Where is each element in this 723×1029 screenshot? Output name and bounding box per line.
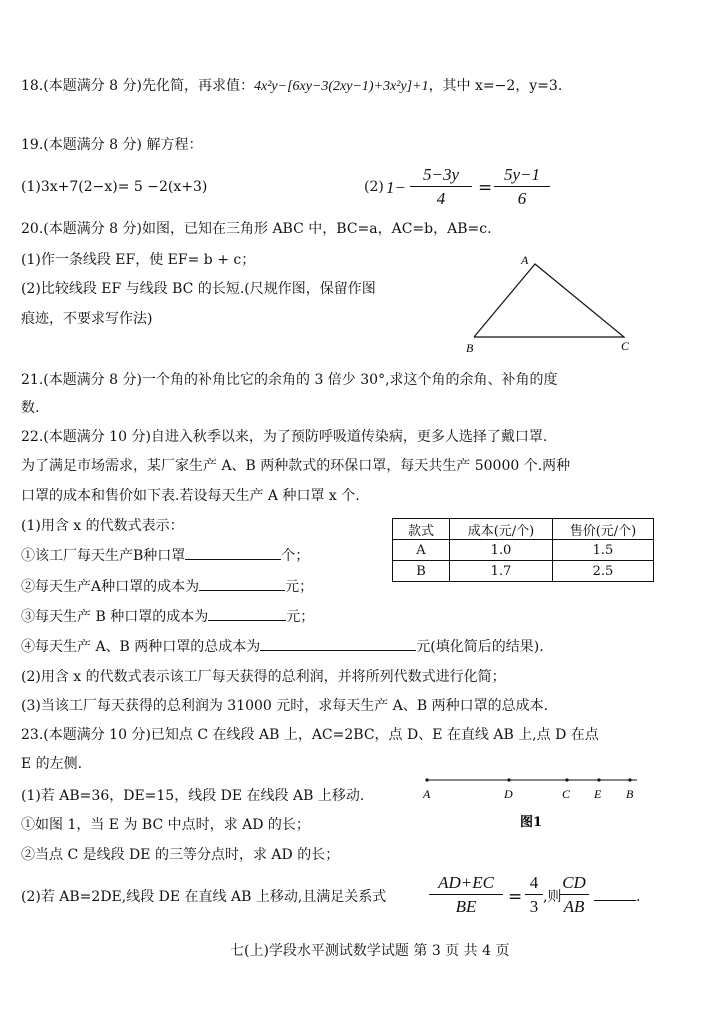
q19-equation-1: (1)3x+7(2−x)= 5 −2(x+3): [21, 179, 208, 195]
answer-blank: [594, 899, 636, 901]
fraction-denominator: 3: [529, 897, 539, 916]
table-header: 成本(元/个): [450, 519, 553, 540]
table-header-row: [393, 519, 654, 540]
q23-fraction-four-thirds: [525, 874, 543, 915]
q22-sub-3-text: ③每天生产 B 种口罩的成本为: [21, 609, 209, 625]
fraction-denominator: BE: [455, 897, 477, 916]
table-row: [393, 540, 654, 561]
triangle-abc-figure: [458, 250, 638, 360]
vertex-a-label: A: [521, 253, 529, 267]
table-cell: 2.5: [553, 561, 654, 582]
q22-part-1: (1)用含 x 的代数式表示：: [21, 518, 184, 534]
q22-sub-3-end: 元；: [286, 609, 315, 625]
q22-part-2: (2)用含 x 的代数式表示该工厂每天获得的总利润，并将所列代数式进行化简；: [21, 669, 506, 685]
figure-1-line-segment: [415, 770, 645, 832]
q23-part-1: (1)若 AB=36，DE=15，线段 DE 在线段 AB 上移动.: [21, 788, 365, 804]
q23-fraction-cd-over-ab: [559, 874, 589, 915]
fraction-bar: [525, 894, 543, 895]
vertex-b-label: B: [466, 341, 474, 355]
q19-eq2-equals: =: [478, 178, 493, 198]
point-e-label: E: [594, 787, 602, 801]
table-cell: 1.5: [553, 540, 654, 561]
q20-label: 20.(本题满分 8 分)如图，已知在三角形 ABC 中，BC=a，AC=b，AB=c.: [21, 221, 492, 237]
table-cell: 1.0: [450, 540, 553, 561]
answer-blank: [185, 558, 281, 560]
q23-then: ,则: [543, 889, 562, 905]
q19-eq2-fraction-right: [494, 166, 550, 207]
fraction-bar: [410, 186, 472, 187]
point-b-dot: [628, 778, 631, 781]
fraction-denominator: 6: [517, 189, 527, 208]
point-e-dot: [597, 778, 600, 781]
q22-part-3: (3)当该工厂每天获得的总利润为 31000 元时，求每天生产 A、B 两种口罩的总成本.: [21, 698, 549, 714]
fraction-numerator: CD: [562, 873, 586, 892]
q23-line-2: E 的左侧.: [21, 756, 83, 772]
fraction-bar: [559, 894, 589, 895]
table-header: 款式: [393, 519, 450, 540]
q23-line-1: 23.(本题满分 10 分)已知点 C 在线段 AB 上，AC=2BC，点 D、E 在直线 AB 上,点 D 在点: [21, 727, 599, 743]
q19-eq2-fraction-left: [410, 166, 472, 207]
q22-sub-2-text: ②每天生产A种口罩的成本为: [21, 579, 200, 595]
q22-sub-2-end: 元；: [285, 579, 314, 595]
q21-line-1: 21.(本题满分 8 分)一个角的补角比它的余角的 3 倍少 30°,求这个角的余角、补角的度: [21, 372, 558, 388]
page-footer: 七(上)学段水平测试数学试题 第 3 页 共 4 页: [230, 943, 510, 959]
fraction-numerator: AD+EC: [438, 873, 494, 892]
answer-blank: [208, 619, 286, 621]
table-cell: B: [393, 561, 450, 582]
table-row: [393, 561, 654, 582]
q22-sub-1-text: ①该工厂每天生产B种口罩: [21, 548, 186, 564]
point-c-label: C: [562, 787, 571, 801]
q20-part-2-line-1: (2)比较线段 EF 与线段 BC 的长短.(尺规作图，保留作图: [21, 281, 376, 297]
fraction-numerator: 5−3y: [422, 165, 460, 184]
answer-blank: [199, 589, 285, 591]
q18-tail: ，其中 x=−2，y=3.: [428, 78, 563, 94]
q22-sub-2: [21, 580, 313, 594]
table-cell: 1.7: [450, 561, 553, 582]
q22-sub-4-text: ④每天生产 A、B 两种口罩的总成本为: [21, 639, 261, 655]
q18-expression: 4x²y−[6xy−3(2xy−1)+3x²y]+1: [254, 79, 429, 94]
fraction-numerator: 5y−1: [503, 165, 541, 184]
q22-sub-1: [21, 549, 309, 563]
point-a-label: A: [423, 787, 431, 801]
point-a-dot: [425, 778, 428, 781]
q22-line-2: 为了满足市场需求，某厂家生产 A、B 两种款式的环保口罩，每天共生产 50000 个.两种: [21, 458, 571, 474]
q18-line: [21, 79, 562, 94]
q22-line-1: 22.(本题满分 10 分)自进入秋季以来，为了预防呼吸道传染病，更多人选择了戴口罩.: [21, 429, 548, 445]
q20-part-2-line-2: 痕迹，不要求写作法): [21, 311, 153, 327]
q23-sub-1: ①如图 1，当 E 为 BC 中点时，求 AD 的长；: [21, 817, 310, 833]
q22-sub-1-end: 个；: [281, 548, 310, 564]
q19-label: 19.(本题满分 8 分) 解方程：: [21, 137, 203, 153]
q22-line-3: 口罩的成本和售价如下表.若设每天生产 A 种口罩 x 个.: [21, 488, 360, 504]
q23-end-period: .: [636, 889, 641, 905]
table-header: 售价(元/个): [553, 519, 654, 540]
vertex-c-label: C: [621, 339, 630, 353]
q21-line-2: 数.: [21, 400, 40, 416]
q23-sub-2: ②当点 C 是线段 DE 的三等分点时，求 AD 的长；: [21, 847, 340, 863]
q23-equals: =: [508, 887, 523, 907]
point-b-label: B: [626, 787, 634, 801]
fraction-numerator: 4: [529, 873, 539, 892]
q22-sub-4: [21, 640, 544, 654]
q23-fraction-ad-ec-over-be: [429, 874, 503, 915]
point-d-dot: [507, 778, 510, 781]
point-d-label: D: [504, 787, 513, 801]
q19-eq2-prefix: (2): [364, 179, 384, 195]
answer-blank: [260, 649, 416, 651]
q20-part-1: (1)作一条线段 EF，使 EF= b + c；: [21, 252, 256, 268]
fraction-denominator: 4: [436, 189, 446, 208]
q23-answer-line: [594, 890, 640, 904]
q22-sub-4-end: 元(填化简后的结果).: [416, 639, 544, 655]
q23-part-2: (2)若 AB=2DE,线段 DE 在直线 AB 上移动,且满足关系式: [21, 889, 387, 905]
q22-sub-3: [21, 610, 314, 624]
q18-label: 18.(本题满分 8 分)先化简，再求值：: [21, 78, 254, 94]
triangle-outline: [474, 264, 624, 337]
point-c-dot: [565, 778, 568, 781]
fraction-denominator: AB: [563, 897, 585, 916]
fraction-bar: [429, 894, 503, 895]
price-table: [392, 518, 654, 582]
table-cell: A: [393, 540, 450, 561]
q19-eq2-one: 1−: [386, 178, 406, 197]
fraction-bar: [494, 186, 550, 187]
figure-1-caption: 图1: [520, 815, 543, 830]
